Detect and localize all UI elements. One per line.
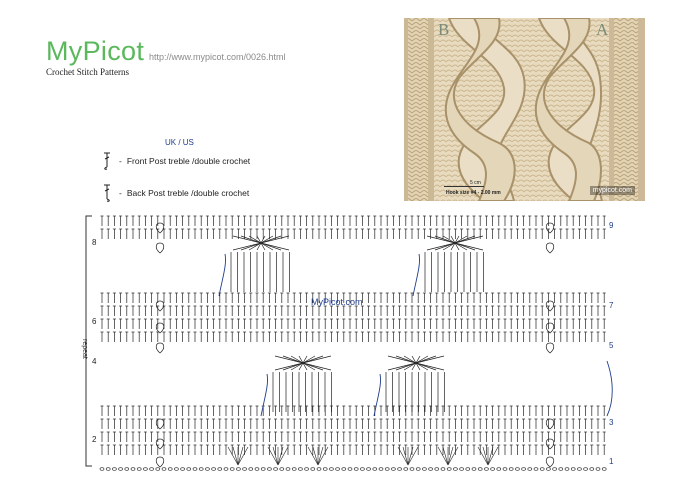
chain-symbol xyxy=(112,468,116,471)
chain-symbol xyxy=(329,468,333,471)
chain-symbol xyxy=(305,468,309,471)
chain-symbol xyxy=(360,468,364,471)
legend-item-front-post: - Front Post treble /double crochet xyxy=(103,152,250,170)
chain-symbol xyxy=(590,468,594,471)
row-number-left: 6 xyxy=(92,317,97,326)
row-number-left: 4 xyxy=(92,357,97,366)
chain-symbol xyxy=(410,468,414,471)
chain-symbol xyxy=(602,468,606,471)
fan-stitch xyxy=(233,447,238,465)
chain-symbol xyxy=(236,468,240,471)
row-number-right: 3 xyxy=(609,418,614,427)
chain-symbol xyxy=(230,468,234,471)
fan-stitch xyxy=(278,447,283,465)
row-number-right: 5 xyxy=(609,341,614,350)
chain-symbol xyxy=(559,468,563,471)
puff-stitch xyxy=(546,243,554,253)
chain-symbol xyxy=(522,468,526,471)
crochet-chart xyxy=(78,211,638,476)
chain-symbol xyxy=(274,468,278,471)
row-number-left: 2 xyxy=(92,435,97,444)
chain-symbol xyxy=(137,468,141,471)
chain-symbol xyxy=(106,468,110,471)
row-number-right: 7 xyxy=(609,301,614,310)
chain-symbol xyxy=(336,468,340,471)
fan-stitch xyxy=(488,447,498,465)
repeat-label: repeat xyxy=(81,339,88,359)
puff-stitch xyxy=(156,343,164,353)
chain-symbol xyxy=(460,468,464,471)
chain-symbol xyxy=(119,468,123,471)
legend-back-post-text: Back Post treble /double crochet xyxy=(126,188,250,198)
scale-text: 5 cm xyxy=(470,180,481,186)
fan-stitch xyxy=(488,447,493,465)
chain-symbol xyxy=(286,468,290,471)
chain-symbol xyxy=(100,468,104,471)
puff-stitch xyxy=(156,457,164,467)
cable-accent-line xyxy=(413,254,420,296)
chain-symbol xyxy=(453,468,457,471)
chain-symbol xyxy=(342,468,346,471)
fan-stitch xyxy=(408,447,418,465)
chain-symbol xyxy=(367,468,371,471)
chain-symbol xyxy=(354,468,358,471)
row-number-left: 8 xyxy=(92,238,97,247)
fan-stitch xyxy=(398,447,408,465)
chain-symbol xyxy=(422,468,426,471)
chain-symbol xyxy=(565,468,569,471)
chain-symbol xyxy=(311,468,315,471)
chain-symbol xyxy=(168,468,172,471)
chain-symbol xyxy=(267,468,271,471)
chain-symbol xyxy=(218,468,222,471)
cable-accent-line xyxy=(261,374,268,416)
chain-symbol xyxy=(571,468,575,471)
chain-symbol xyxy=(323,468,327,471)
chain-symbol xyxy=(546,468,550,471)
chain-symbol xyxy=(379,468,383,471)
chain-symbol xyxy=(447,468,451,471)
chain-symbol xyxy=(540,468,544,471)
chain-symbol xyxy=(478,468,482,471)
puff-stitch xyxy=(546,439,554,449)
chain-symbol xyxy=(441,468,445,471)
photo-label-b: B xyxy=(438,20,450,39)
chain-symbol xyxy=(491,468,495,471)
chain-symbol xyxy=(472,468,476,471)
brand-logo: MyPicot xyxy=(46,36,145,66)
chain-symbol xyxy=(261,468,265,471)
chain-symbol xyxy=(429,468,433,471)
chain-symbol xyxy=(156,468,160,471)
puff-stitch xyxy=(546,457,554,467)
chain-symbol xyxy=(249,468,253,471)
chain-symbol xyxy=(187,468,191,471)
chain-symbol xyxy=(150,468,154,471)
chain-symbol xyxy=(577,468,581,471)
puff-stitch xyxy=(156,439,164,449)
chain-symbol xyxy=(435,468,439,471)
chain-symbol xyxy=(125,468,129,471)
legend-front-post-text: Front Post treble /double crochet xyxy=(126,156,251,166)
legend-item-back-post: - Back Post treble /double crochet xyxy=(103,184,249,202)
chain-symbol xyxy=(193,468,197,471)
legend-heading: UK / US xyxy=(165,138,194,147)
chain-symbol xyxy=(243,468,247,471)
chain-symbol xyxy=(497,468,501,471)
chain-symbol xyxy=(205,468,209,471)
chain-symbol xyxy=(534,468,538,471)
chain-symbol xyxy=(199,468,203,471)
chain-symbol xyxy=(466,468,470,471)
chain-symbol xyxy=(528,468,532,471)
puff-stitch xyxy=(156,223,164,233)
puff-stitch xyxy=(546,419,554,429)
chain-symbol xyxy=(162,468,166,471)
chain-symbol xyxy=(484,468,488,471)
front-post-treble-icon xyxy=(103,152,111,170)
puff-stitch xyxy=(156,323,164,333)
chain-symbol xyxy=(174,468,178,471)
fan-stitch xyxy=(408,447,413,465)
fan-stitch xyxy=(268,447,278,465)
chain-symbol xyxy=(280,468,284,471)
chain-symbol xyxy=(404,468,408,471)
fan-stitch xyxy=(318,447,328,465)
turn-accent xyxy=(607,361,612,416)
photo-watermark: mypicot.com xyxy=(590,186,635,195)
subtitle: Crochet Stitch Patterns xyxy=(46,67,129,77)
cable-accent-line xyxy=(219,254,226,296)
chain-symbol xyxy=(224,468,228,471)
fan-stitch xyxy=(313,447,318,465)
chain-symbol xyxy=(298,468,302,471)
chain-symbol xyxy=(212,468,216,471)
chain-symbol xyxy=(398,468,402,471)
chain-symbol xyxy=(292,468,296,471)
fan-stitch xyxy=(448,447,453,465)
chain-symbol xyxy=(131,468,135,471)
chart-watermark: MyPicot.com xyxy=(311,297,363,307)
puff-stitch xyxy=(546,323,554,333)
puff-stitch xyxy=(546,343,554,353)
chain-symbol xyxy=(509,468,513,471)
chain-symbol xyxy=(348,468,352,471)
chain-symbol xyxy=(416,468,420,471)
chain-symbol xyxy=(584,468,588,471)
chain-symbol xyxy=(317,468,321,471)
chain-symbol xyxy=(181,468,185,471)
back-post-treble-icon xyxy=(103,184,111,202)
chain-symbol xyxy=(143,468,147,471)
chain-symbol xyxy=(503,468,507,471)
fan-stitch xyxy=(278,447,288,465)
row-number-right: 9 xyxy=(609,221,614,230)
chain-symbol xyxy=(553,468,557,471)
fan-stitch xyxy=(238,447,248,465)
puff-stitch xyxy=(156,419,164,429)
chain-symbol xyxy=(385,468,389,471)
chain-symbol xyxy=(373,468,377,471)
chain-symbol xyxy=(515,468,519,471)
hook-size-text: Hook size #4 - 2.00 mm xyxy=(446,190,501,196)
chain-symbol xyxy=(596,468,600,471)
swatch-photo xyxy=(404,18,645,201)
puff-stitch xyxy=(546,223,554,233)
photo-label-a: A xyxy=(596,20,609,39)
fan-stitch xyxy=(443,447,448,465)
chain-symbol xyxy=(255,468,259,471)
row-number-right: 1 xyxy=(609,457,614,466)
chain-symbol xyxy=(391,468,395,471)
fan-stitch xyxy=(238,447,243,465)
fan-stitch xyxy=(228,447,238,465)
fan-stitch xyxy=(483,447,488,465)
cable-accent-line xyxy=(374,374,381,416)
page-url[interactable]: http://www.mypicot.com/0026.html xyxy=(149,52,286,62)
puff-stitch xyxy=(156,243,164,253)
